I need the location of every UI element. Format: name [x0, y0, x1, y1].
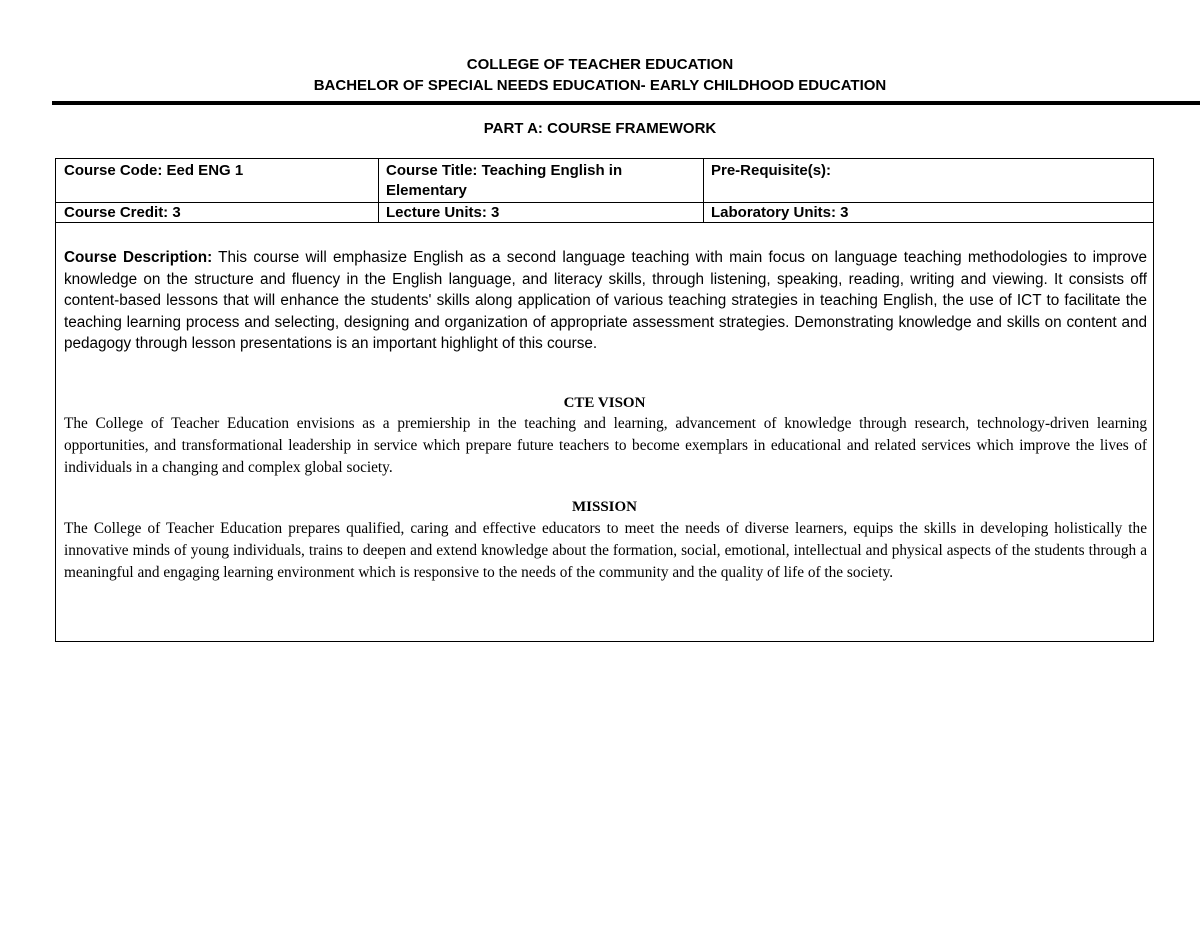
course-credit: Course Credit: 3 [64, 204, 181, 221]
course-code: Course Code: Eed ENG 1 [64, 162, 244, 179]
part-title: PART A: COURSE FRAMEWORK [483, 120, 717, 137]
program-heading: BACHELOR OF SPECIAL NEEDS EDUCATION- EARLY CHILDHOOD EDUCATION [313, 77, 887, 94]
course-credit-cell [56, 203, 378, 223]
course-title-cell [378, 161, 703, 201]
course-description-text: This course will emphasize English as a second language teaching with main focus on language teaching methodologies to improve knowledge on the structure and fluency in the English language, and literacy skills, through listening, speaking, reading, writing and viewing. It consists off content-based lessons that will enhance the students' skills along application of various teaching strategies in teaching English, the use of ICT to facilitate the teaching learning process and selecting, designing and organization of appropriate assessment strategies. Demonstrating knowledge and skills on content and pedagogy through lesson presentations is an important highlight of this course. [64, 249, 1147, 352]
lecture-units: Lecture Units: 3 [386, 204, 500, 221]
laboratory-units: Laboratory Units: 3 [711, 204, 849, 221]
mission-title: MISSION [571, 499, 638, 515]
header-divider [52, 101, 1200, 105]
mission-text: The College of Teacher Education prepares qualified, caring and effective educators to meet the needs of diverse learners, equips the skills in developing holistically the innovative minds of young individuals, trains to deepen and extend knowledge about the formation, social, emotional, intellectual and physical aspects of the students through a meaningful and engaging learning environment which is responsive to the needs of the community and the quality of life of the society. [64, 520, 1147, 581]
course-description-label: Course Description: [64, 249, 213, 266]
vision-title: CTE VISON [563, 395, 646, 411]
course-title-line1: Course Title: Teaching English in [386, 162, 623, 179]
course-description [64, 247, 1147, 355]
college-heading: COLLEGE OF TEACHER EDUCATION [466, 56, 734, 73]
course-code-cell [56, 161, 378, 181]
laboratory-units-cell [703, 203, 1153, 223]
course-framework-table [55, 158, 1154, 642]
course-title-line2: Elementary [386, 182, 467, 199]
prerequisite: Pre-Requisite(s): [711, 162, 832, 179]
prerequisite-cell [703, 161, 1153, 181]
lecture-units-cell [378, 203, 703, 223]
vision-text: The College of Teacher Education envisions as a premiership in the teaching and learning, advancement of knowledge through research, technology-driven learning opportunities, and transformational leadership in service which prepare future teachers to become exemplars in educational and related services which improve the lives of individuals in a changing and complex global society. [64, 415, 1147, 476]
